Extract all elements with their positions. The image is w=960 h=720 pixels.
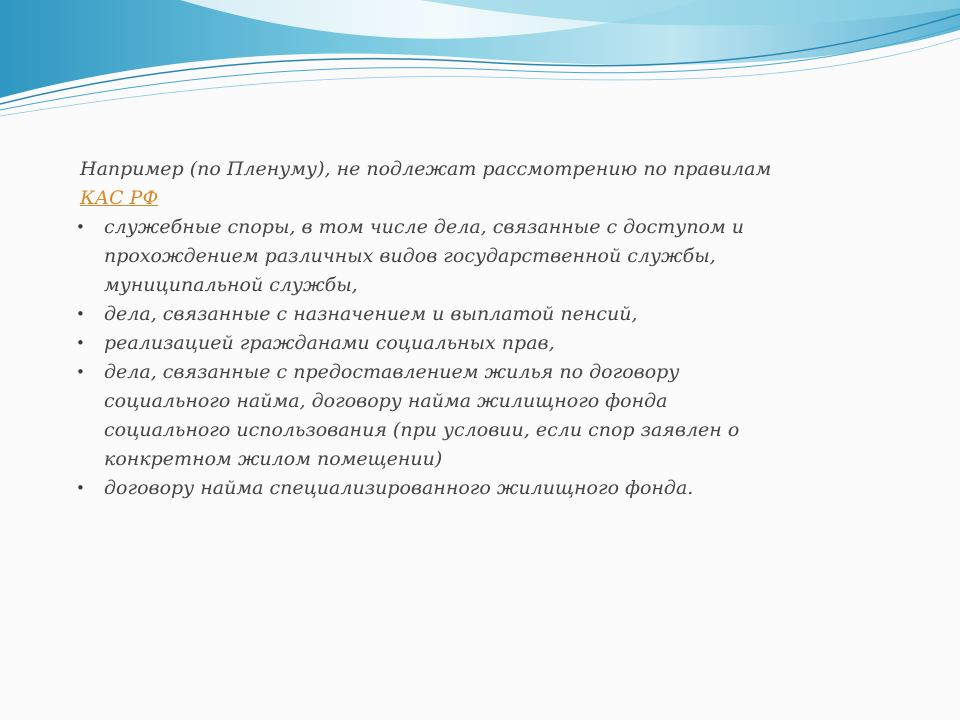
list-item: • дела, связанные с предоставлением жилья по договору социального найма, договору найма жилищного фонда социального использования (при условии, если спор заявлен о конкретном жилом помещении): [76, 358, 796, 474]
intro-paragraph: [80, 155, 796, 213]
bullet-icon: •: [76, 334, 85, 352]
bullet-icon: •: [76, 305, 85, 323]
slide-body: [76, 155, 796, 503]
list-item: • служебные споры, в том числе дела, связанные с доступом и прохождением различных видов государственной службы, муниципальной службы,: [76, 213, 796, 300]
bullet-icon: •: [76, 218, 85, 236]
bullet-list: [76, 213, 796, 503]
intro-text: Например (по Пленуму), не подлежат рассмотрению по правилам: [80, 158, 772, 180]
bullet-icon: •: [76, 479, 85, 497]
bullet-icon: •: [76, 363, 85, 381]
wave-decoration: [0, 0, 960, 120]
list-item: • договору найма специализированного жилищного фонда.: [76, 474, 796, 503]
list-item: • реализацией гражданами социальных прав,: [76, 329, 796, 358]
list-item: • дела, связанные с назначением и выплатой пенсий,: [76, 300, 796, 329]
kas-rf-link[interactable]: КАС РФ: [80, 187, 159, 209]
